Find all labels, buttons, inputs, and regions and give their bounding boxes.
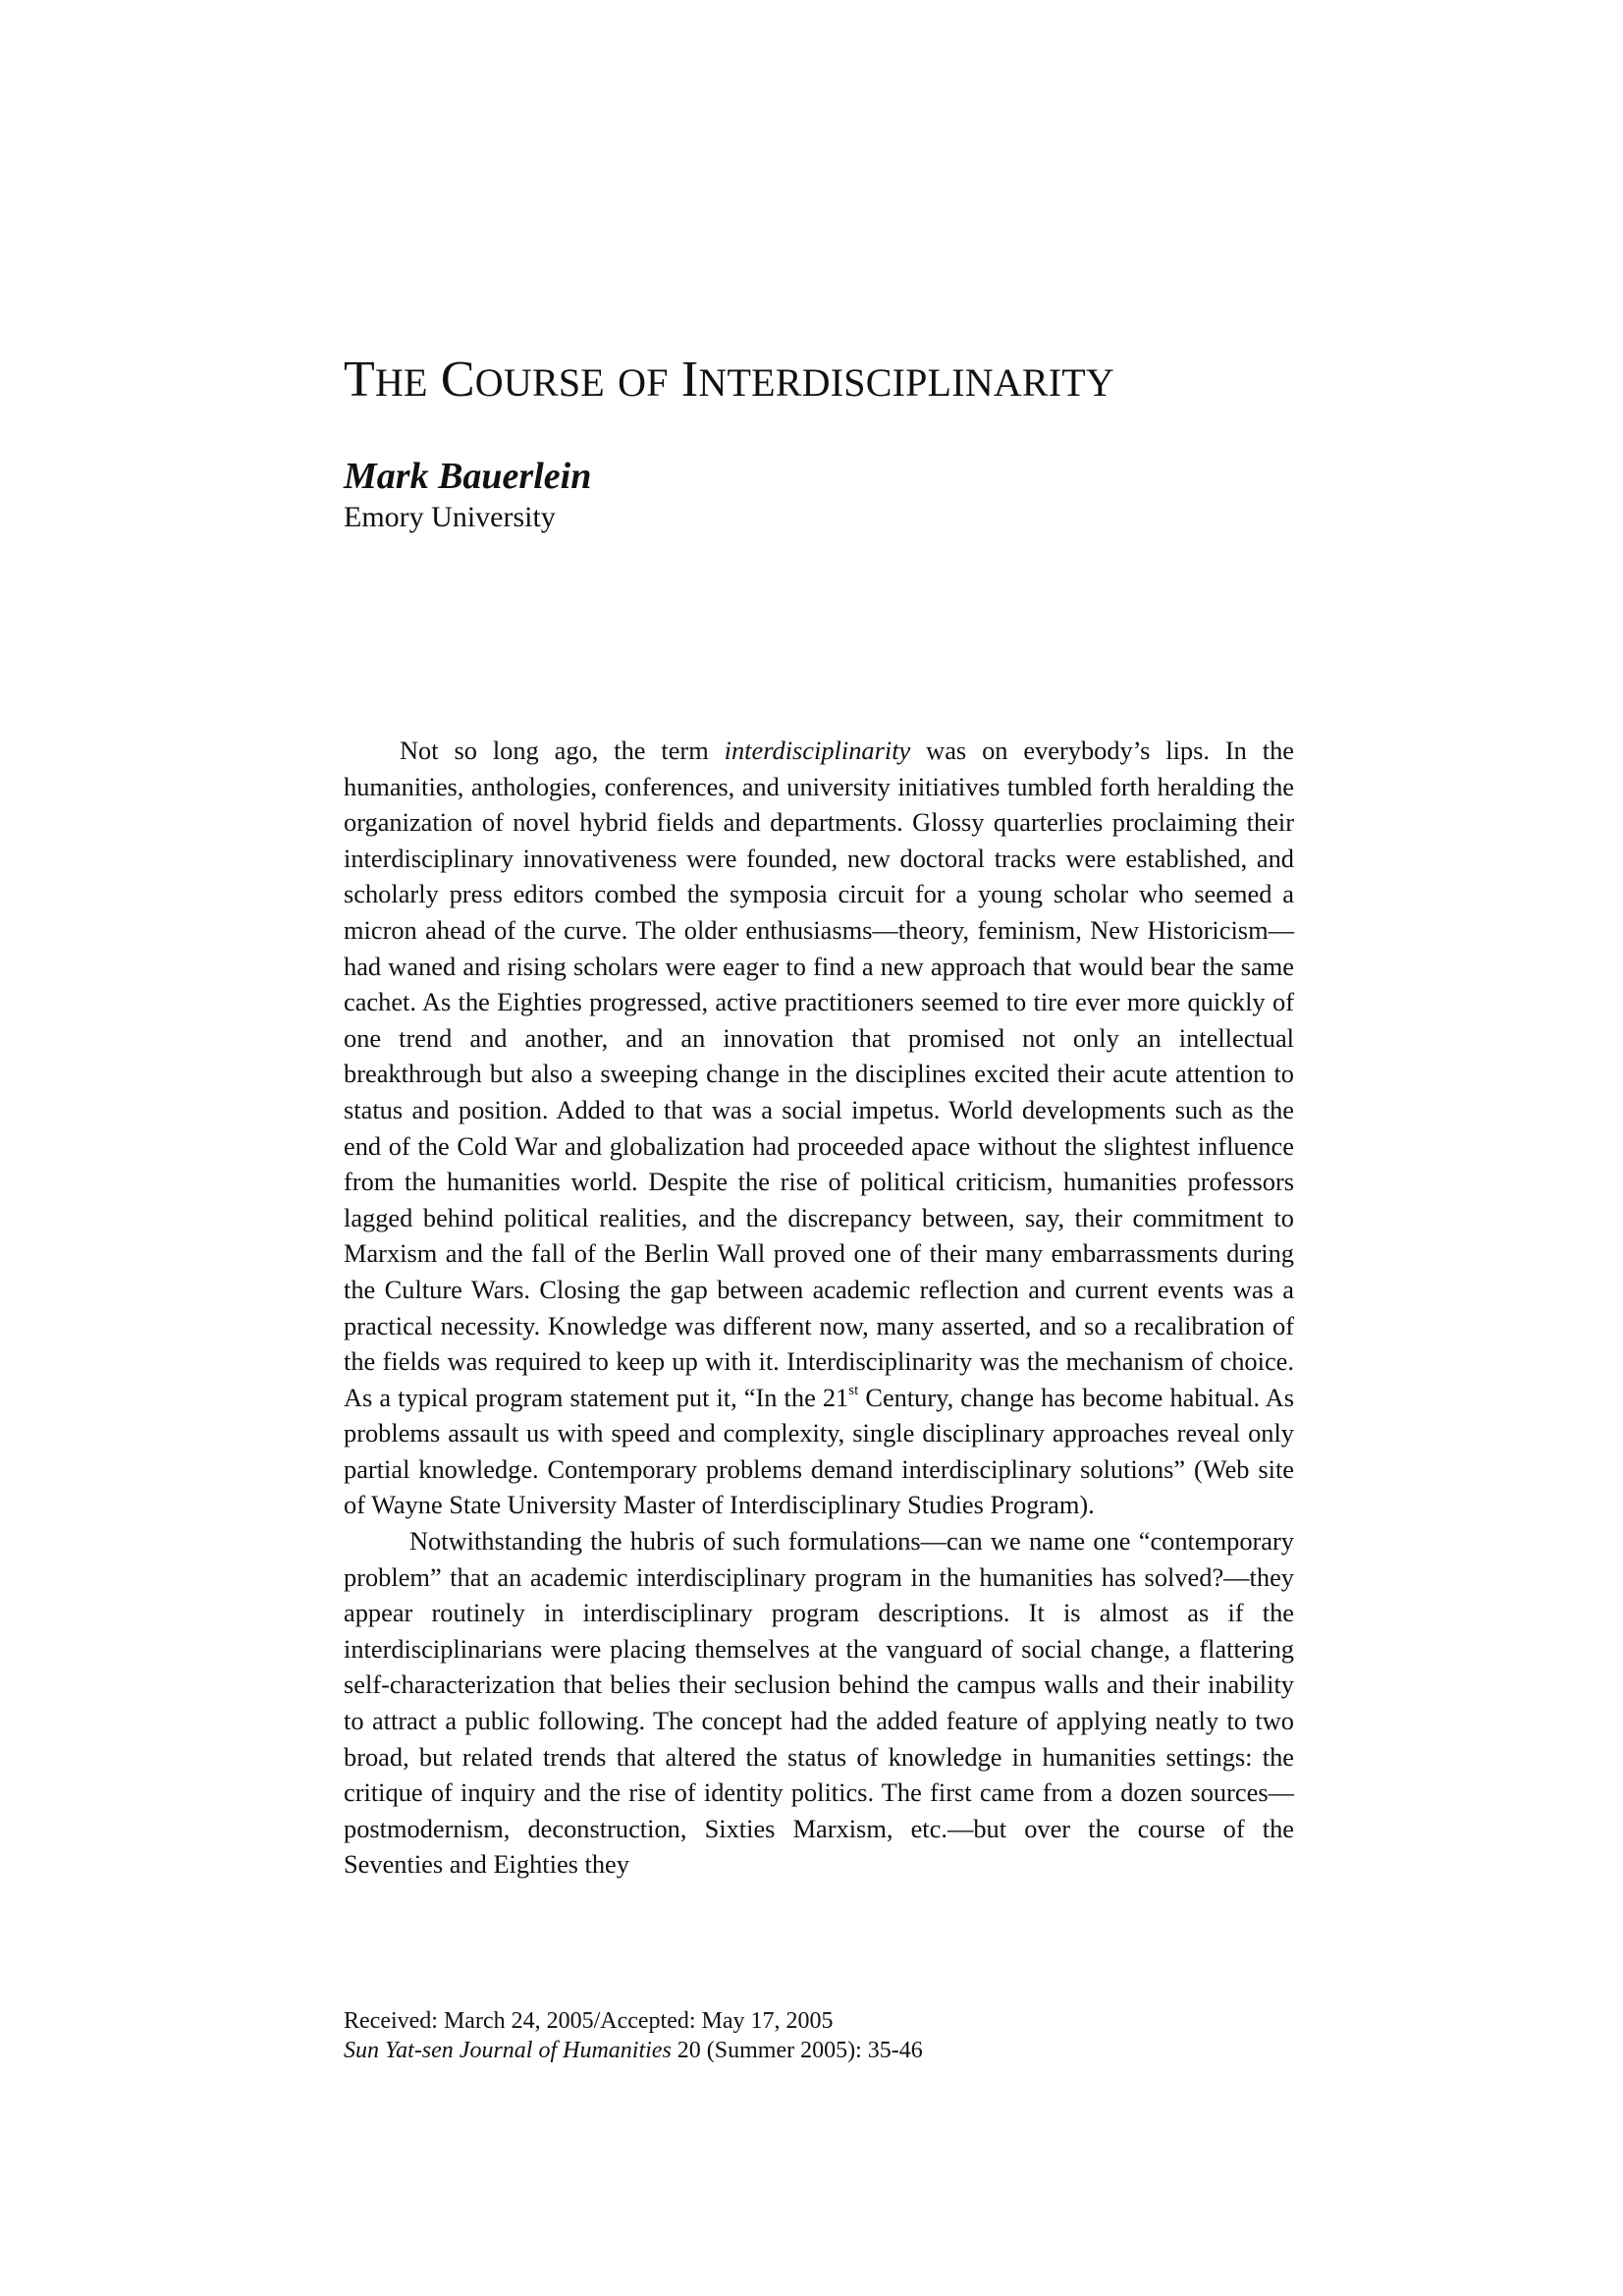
received-accepted-dates: Received: March 24, 2005/Accepted: May 17, 2005 <box>344 2008 834 2034</box>
title-word-rest: NTERDISCIPLINARITY <box>698 360 1115 405</box>
paragraph-text: was on everybody’s lips. In the humanities, anthologies, conferences, and university initiatives tumbled forth heralding the organization of novel hybrid fields and departments. Glossy quarterlies proclaiming their interdisciplinary innovativeness were founded, new doctoral tracks were established, and scholarly press editors combed the symposia circuit for a young scholar who seemed a micron ahead of the curve. The older enthusiasms—theory, feminism, New Historicism—had waned and rising scholars were eager to find a new approach that would bear the same cachet. As the Eighties progressed, active practitioners seemed to tire ever more quickly of one trend and another, and an innovation that promised not only an intellectual breakthrough but also a sweeping change in the disciplines excited their acute attention to status and position. Added to that was a social impetus. World developments such as the end of the Cold War and globalization had proceeded apace without the slightest influence from the humanities world. Despite the rise of political criticism, humanities professors lagged behind political realities, and the discrepancy between, say, their commitment to Marxism and the fall of the Berlin Wall proved one of their many embarrassments during the Culture Wars. Closing the gap between academic reflection and current events was a practical necessity. Knowledge was different now, many asserted, and so a recalibration of the fields was required to keep up with it. Interdisciplinarity was the mechanism of choice. As a typical program statement put it, “In the 21 <box>344 736 1294 1412</box>
citation-details: 20 (Summer 2005): 35-46 <box>671 2038 923 2063</box>
title-word-cap: T <box>344 352 375 408</box>
journal-citation <box>344 2036 923 2065</box>
title-word-rest: OURSE <box>474 360 605 405</box>
italic-term: interdisciplinarity <box>724 736 911 765</box>
ordinal-superscript: st <box>848 1382 859 1398</box>
paragraph-1 <box>344 733 1294 1523</box>
paragraph-2: Notwithstanding the hubris of such formulations—can we name one “contemporary problem” that an academic interdisciplinary program in the humanities has solved?—they appear routinely in interdisciplinary program descriptions. It is almost as if the interdisciplinarians were placing themselves at the vanguard of social change, a flattering self-characterization that belies their seclusion behind the campus walls and their inability to attract a public following. The concept had the added feature of applying neatly to two broad, but related trends that altered the status of knowledge in humanities settings: the critique of inquiry and the rise of identity politics. The first came from a dozen sources—postmodernism, deconstruction, Sixties Marxism, etc.—but over the course of the Seventies and Eighties they <box>344 1526 1294 1880</box>
title-word-cap: I <box>680 352 699 408</box>
paragraph-text: Not so long ago, the term <box>400 736 725 765</box>
author-name: Mark Bauerlein <box>344 456 592 497</box>
journal-name: Sun Yat-sen Journal of Humanities <box>344 2038 672 2063</box>
paragraph-text: Century, change has become habitual. As problems assault us with speed and complexity, single disciplinary approaches reveal only partial knowledge. Contemporary problems demand interdisciplinary solutions” (Web site of Wayne State University Master of Interdisciplinary Studies Program). <box>344 1382 1294 1520</box>
title-word-cap: C <box>440 352 475 408</box>
author-affiliation: Emory University <box>344 501 556 533</box>
article-body <box>344 733 1294 1883</box>
article-title <box>344 349 1375 414</box>
title-word-rest: OF <box>618 360 669 405</box>
title-word-rest: HE <box>374 360 428 405</box>
publication-footer <box>344 2006 923 2065</box>
